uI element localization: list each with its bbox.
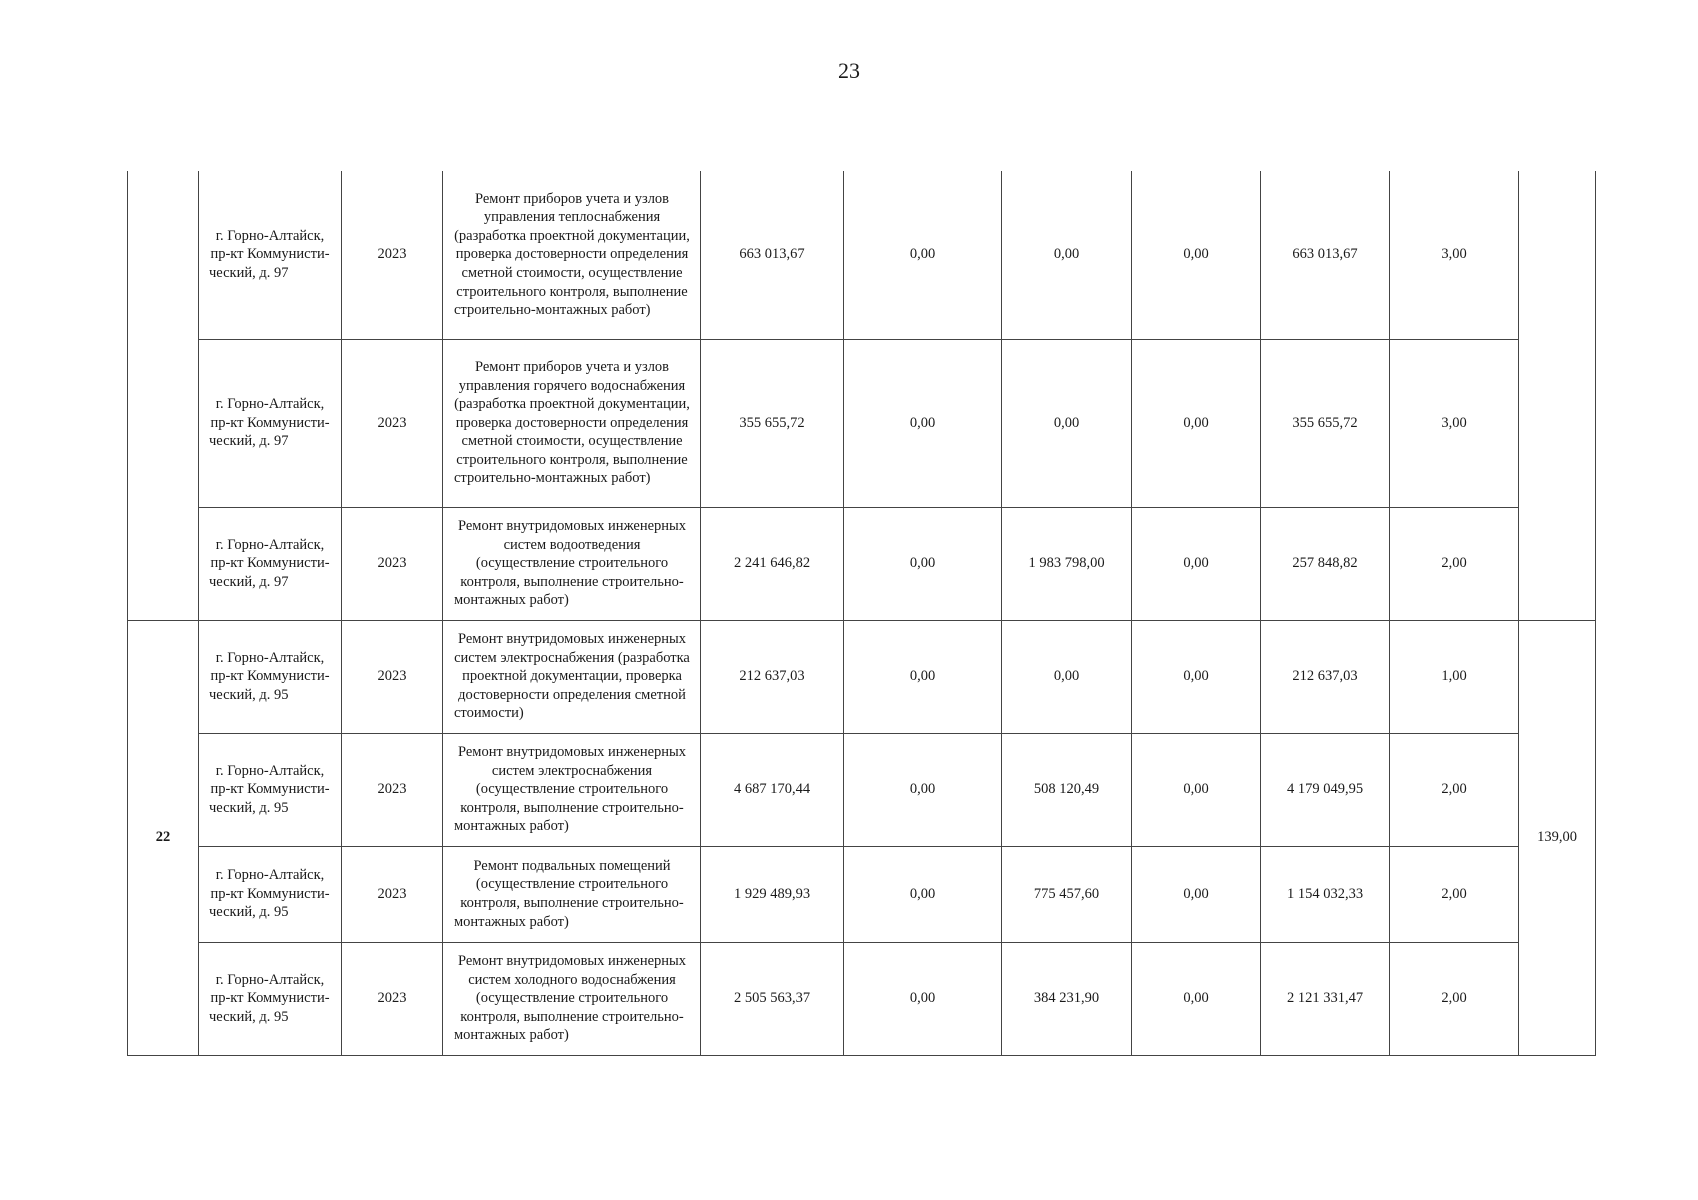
amount-cell: 0,00 <box>1002 620 1132 733</box>
amount-cell: 663 013,67 <box>1261 171 1390 339</box>
amount-cell: 0,00 <box>1132 339 1261 507</box>
amount-cell: 0,00 <box>844 846 1002 942</box>
amount-cell: 212 637,03 <box>1261 620 1390 733</box>
rate-cell: 2,00 <box>1390 942 1519 1055</box>
year-cell: 2023 <box>342 171 443 339</box>
amount-cell: 0,00 <box>1132 620 1261 733</box>
work-description-cell: Ремонт внутридомовых инженерных систем водоотведения (осуществление строительного контроля, выполнение строительно-монтажных работ) <box>443 507 701 620</box>
amount-cell: 0,00 <box>844 507 1002 620</box>
year-cell: 2023 <box>342 846 443 942</box>
amount-cell: 2 121 331,47 <box>1261 942 1390 1055</box>
work-description-cell: Ремонт приборов учета и узлов управления теплоснабжения (разработка проектной документации, проверка достоверности определения сметной стоимости, осуществление строительного контроля, выполнение строительно-монтажных работ) <box>443 171 701 339</box>
work-description-cell: Ремонт подвальных помещений (осуществление строительного контроля, выполнение строительно-монтажных работ) <box>443 846 701 942</box>
total-cost-cell: 355 655,72 <box>701 339 844 507</box>
group-total-cell-empty <box>1519 171 1596 620</box>
group-total-cell: 139,00 <box>1519 620 1596 1055</box>
address-cell: г. Горно-Алтайск, пр-кт Коммунисти-ческий, д. 95 <box>199 620 342 733</box>
address-cell: г. Горно-Алтайск, пр-кт Коммунисти-ческий, д. 95 <box>199 846 342 942</box>
amount-cell: 1 154 032,33 <box>1261 846 1390 942</box>
amount-cell: 0,00 <box>844 942 1002 1055</box>
amount-cell: 4 179 049,95 <box>1261 733 1390 846</box>
table-row <box>128 339 1596 507</box>
page-number: 23 <box>838 58 860 83</box>
total-cost-cell: 2 241 646,82 <box>701 507 844 620</box>
total-cost-cell: 4 687 170,44 <box>701 733 844 846</box>
total-cost-cell: 212 637,03 <box>701 620 844 733</box>
table-row <box>128 733 1596 846</box>
address-cell: г. Горно-Алтайск, пр-кт Коммунисти-ческий, д. 97 <box>199 507 342 620</box>
amount-cell: 0,00 <box>844 620 1002 733</box>
work-description-cell: Ремонт внутридомовых инженерных систем электроснабжения (разработка проектной документации, проверка достоверности определения сметной стоимости) <box>443 620 701 733</box>
rate-cell: 2,00 <box>1390 733 1519 846</box>
address-cell: г. Горно-Алтайск, пр-кт Коммунисти-ческий, д. 95 <box>199 733 342 846</box>
amount-cell: 1 983 798,00 <box>1002 507 1132 620</box>
rate-cell: 2,00 <box>1390 507 1519 620</box>
table-row <box>128 507 1596 620</box>
amount-cell: 0,00 <box>1132 733 1261 846</box>
rate-cell: 2,00 <box>1390 846 1519 942</box>
table-row <box>128 171 1596 339</box>
address-cell: г. Горно-Алтайск, пр-кт Коммунисти-ческий, д. 95 <box>199 942 342 1055</box>
amount-cell: 0,00 <box>844 339 1002 507</box>
total-cost-cell: 663 013,67 <box>701 171 844 339</box>
work-description-cell: Ремонт внутридомовых инженерных систем холодного водоснабжения (осуществление строительного контроля, выполнение строительно-монтажных работ) <box>443 942 701 1055</box>
table-row <box>128 846 1596 942</box>
amount-cell: 0,00 <box>1132 846 1261 942</box>
amount-cell: 257 848,82 <box>1261 507 1390 620</box>
amount-cell: 0,00 <box>1132 942 1261 1055</box>
amount-cell: 0,00 <box>1132 171 1261 339</box>
address-cell: г. Горно-Алтайск, пр-кт Коммунисти-ческий, д. 97 <box>199 171 342 339</box>
table-row <box>128 942 1596 1055</box>
amount-cell: 0,00 <box>1002 339 1132 507</box>
amount-cell: 0,00 <box>844 171 1002 339</box>
amount-cell: 775 457,60 <box>1002 846 1132 942</box>
year-cell: 2023 <box>342 507 443 620</box>
amount-cell: 0,00 <box>1002 171 1132 339</box>
year-cell: 2023 <box>342 942 443 1055</box>
table-row <box>128 620 1596 733</box>
item-number-cell: 22 <box>128 620 199 1055</box>
year-cell: 2023 <box>342 733 443 846</box>
rate-cell: 1,00 <box>1390 620 1519 733</box>
year-cell: 2023 <box>342 620 443 733</box>
amount-cell: 355 655,72 <box>1261 339 1390 507</box>
year-cell: 2023 <box>342 339 443 507</box>
rate-cell: 3,00 <box>1390 339 1519 507</box>
amount-cell: 508 120,49 <box>1002 733 1132 846</box>
total-cost-cell: 2 505 563,37 <box>701 942 844 1055</box>
rate-cell: 3,00 <box>1390 171 1519 339</box>
item-number-cell-empty <box>128 171 199 620</box>
amount-cell: 0,00 <box>1132 507 1261 620</box>
work-description-cell: Ремонт внутридомовых инженерных систем электроснабжения (осуществление строительного контроля, выполнение строительно-монтажных работ) <box>443 733 701 846</box>
total-cost-cell: 1 929 489,93 <box>701 846 844 942</box>
works-table <box>127 171 1596 1056</box>
amount-cell: 384 231,90 <box>1002 942 1132 1055</box>
work-description-cell: Ремонт приборов учета и узлов управления горячего водоснабжения (разработка проектной документации, проверка достоверности определения сметной стоимости, осуществление строительного контроля, выполнение строительно-монтажных работ) <box>443 339 701 507</box>
address-cell: г. Горно-Алтайск, пр-кт Коммунисти-ческий, д. 97 <box>199 339 342 507</box>
amount-cell: 0,00 <box>844 733 1002 846</box>
